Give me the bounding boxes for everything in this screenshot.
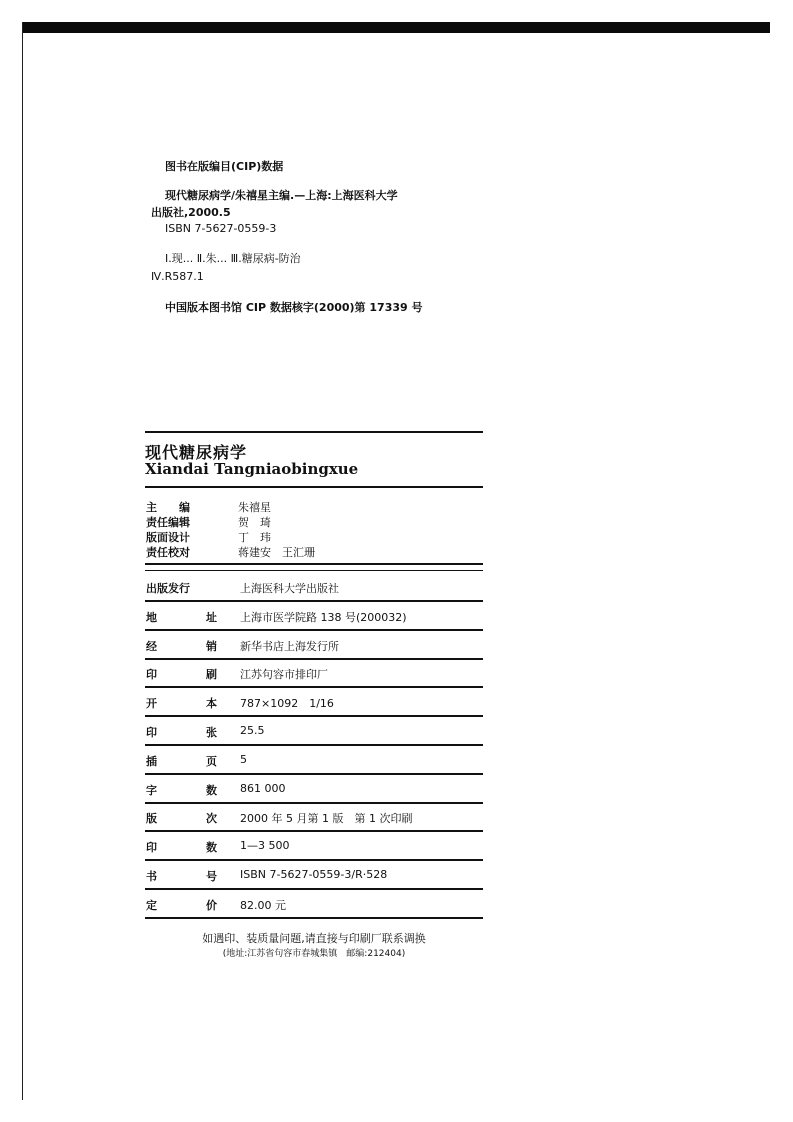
detail-label: 出版发行 (146, 582, 190, 595)
detail-label: 书 (146, 870, 157, 883)
divider (145, 715, 483, 717)
cip-isbn: ISBN 7-5627-0559-3 (165, 222, 277, 235)
divider (145, 859, 483, 861)
detail-label-2: 销 (206, 639, 217, 653)
detail-value: 新华书店上海发行所 (240, 639, 339, 653)
editor-name: 贺 琦 (238, 516, 271, 529)
cip-approval: 中国版本图书馆 CIP 数据核字(2000)第 17339 号 (165, 301, 423, 314)
detail-value: ISBN 7-5627-0559-3/R·528 (240, 868, 388, 881)
divider (145, 600, 483, 602)
editor-name: 蒋建安 王汇珊 (238, 546, 315, 559)
detail-label: 定 (146, 898, 157, 912)
detail-label: 经 (146, 639, 157, 653)
detail-value: 上海市医学院路 138 号(200032) (240, 610, 407, 624)
cip-line1: 现代糖尿病学/朱禧星主编.—上海:上海医科大学 (165, 189, 398, 202)
scan-top-border (22, 22, 770, 33)
detail-value: 25.5 (240, 724, 265, 737)
detail-label-2: 数 (206, 783, 217, 797)
divider (145, 570, 483, 571)
editor-row (146, 499, 271, 515)
detail-label-2: 数 (206, 841, 217, 855)
detail-value: 2000 年 5 月第 1 版 第 1 次印刷 (240, 812, 413, 826)
editor-name: 丁 玮 (238, 531, 271, 544)
detail-label: 字 (146, 783, 157, 797)
editor-row (146, 544, 315, 560)
editor-name: 朱禧星 (238, 501, 271, 514)
detail-value: 上海医科大学出版社 (240, 582, 339, 595)
detail-label: 版 (146, 812, 157, 826)
scan-left-border (22, 22, 23, 1100)
cip-line2: 出版社,2000.5 (151, 206, 231, 219)
divider (145, 686, 483, 688)
detail-label-2: 次 (206, 812, 217, 826)
detail-value: 5 (240, 752, 247, 766)
book-title-pinyin: Xiandai Tangniaobingxue (145, 460, 359, 478)
detail-label-2: 址 (206, 610, 217, 624)
cip-subjects: Ⅰ.现... Ⅱ.朱... Ⅲ.糖尿病-防治 (165, 252, 301, 265)
divider (145, 830, 483, 832)
editor-role: 责任校对 (146, 546, 190, 559)
detail-label-2: 页 (206, 754, 217, 768)
divider (145, 563, 483, 565)
footer-notice: 如遇印、装质量问题,请直接与印刷厂联系调换 (202, 932, 426, 945)
detail-label-2: 本 (206, 697, 217, 711)
detail-label-2: 张 (206, 726, 217, 739)
divider (145, 658, 483, 660)
editor-row (146, 529, 271, 545)
cip-heading: 图书在版编目(CIP)数据 (165, 160, 284, 173)
divider (145, 773, 483, 775)
divider (145, 888, 483, 890)
divider (145, 744, 483, 746)
detail-value: 1—3 500 (240, 839, 290, 853)
detail-label: 印 (146, 668, 157, 682)
detail-label: 插 (146, 754, 157, 768)
footer-address: (地址:江苏省句容市春城集镇 邮编:212404) (222, 949, 406, 959)
divider (145, 431, 483, 433)
divider (145, 917, 483, 919)
detail-value: 861 000 (240, 781, 286, 795)
divider (145, 486, 483, 488)
detail-value: 江苏句容市排印厂 (240, 668, 328, 682)
divider (145, 802, 483, 804)
detail-value: 787×1092 1/16 (240, 697, 334, 711)
detail-label: 开 (146, 697, 157, 711)
detail-label-2: 刷 (206, 668, 217, 682)
detail-label: 印 (146, 726, 157, 739)
editor-role: 责任编辑 (146, 516, 190, 529)
detail-value: 82.00 元 (240, 898, 286, 912)
editor-row (146, 514, 271, 530)
detail-label-2: 号 (206, 870, 217, 883)
detail-label-2: 价 (206, 898, 217, 912)
divider (145, 629, 483, 631)
editor-role: 主 编 (146, 501, 190, 514)
cip-classification: Ⅳ.R587.1 (151, 270, 204, 283)
book-title-cn: 现代糖尿病学 (145, 443, 248, 462)
editor-role: 版面设计 (146, 531, 190, 544)
detail-label: 印 (146, 841, 157, 855)
detail-label: 地 (146, 610, 157, 624)
